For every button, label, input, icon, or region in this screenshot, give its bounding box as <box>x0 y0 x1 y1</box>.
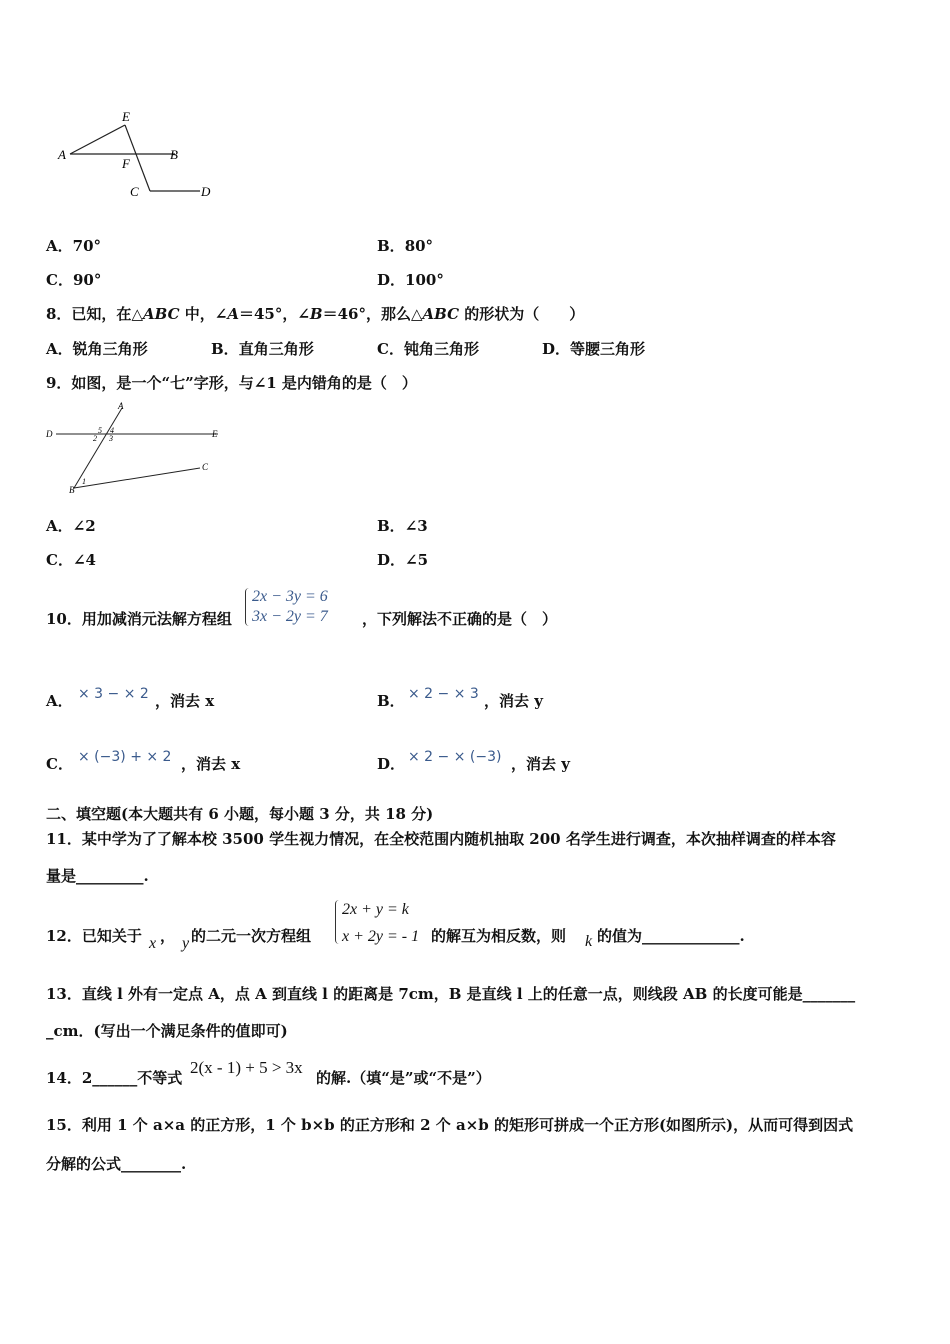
q9-option-b: B．∠3 <box>377 517 428 535</box>
q15-line2: 分解的公式________. <box>46 1155 187 1173</box>
q8-stem: 8．已知，在△ABC 中，∠A＝45°，∠B＝46°，那么△ABC 的形状为（ ） <box>46 305 585 323</box>
section2-title: 二、填空题(本大题共有 6 小题，每小题 3 分，共 18 分) <box>46 805 434 823</box>
q12-brace <box>335 900 341 944</box>
q15-line1: 15．利用 1 个 a×a 的正方形，1 个 b×b 的正方形和 2 个 a×b 的矩形可拼成一个正方形(如图所示)，从而可得到因式 <box>46 1116 854 1134</box>
q9-option-c: C．∠4 <box>46 551 96 569</box>
q10-option-d: D． <box>377 755 406 773</box>
q10-option-a: A． <box>46 692 73 710</box>
q10-option-d-expr: × 2 − × (−3) <box>408 749 502 765</box>
q10-option-b-text: ，消去 y <box>484 692 543 710</box>
q11-line2: 量是_________. <box>46 867 149 885</box>
label-f: F <box>122 156 130 171</box>
q14-expr: 2(x - 1) + 5 > 3x <box>190 1058 303 1077</box>
q10-option-b: B． <box>377 692 405 710</box>
angle-1: 1 <box>82 477 86 486</box>
label-b: B <box>69 485 75 495</box>
q13-line2: _cm．(写出一个满足条件的值即可) <box>46 1022 288 1040</box>
figure-angle-diagram <box>50 105 225 205</box>
q10-eq2: 3x − 2y = 7 <box>252 608 328 625</box>
q12-var-x: x <box>149 935 157 952</box>
q7-option-b: B．80° <box>377 237 434 255</box>
label-a: A <box>118 401 124 411</box>
q14-stem-b: 的解.（填“是”或“不是”） <box>316 1069 491 1087</box>
q8-option-c: C．钝角三角形 <box>377 340 479 358</box>
q10-option-a-expr: × 3 − × 2 <box>78 686 149 702</box>
q10-brace <box>245 588 251 626</box>
q10-option-c-expr: × (−3) + × 2 <box>78 749 172 765</box>
angle-2: 2 <box>93 434 97 443</box>
label-d: D <box>46 429 53 439</box>
label-e: E <box>122 109 130 124</box>
q8-option-d: D．等腰三角形 <box>542 340 646 358</box>
line-ae <box>70 125 125 154</box>
q8-option-b: B．直角三角形 <box>211 340 314 358</box>
q14-stem-a: 14．2______不等式 <box>46 1069 183 1087</box>
q9-option-d: D．∠5 <box>377 551 429 569</box>
q10-stem-b: ，下列解法不正确的是（ ） <box>362 610 558 628</box>
q9-option-a: A．∠2 <box>46 517 96 535</box>
q8-option-a: A．锐角三角形 <box>46 340 148 358</box>
q13-line1: 13．直线 l 外有一定点 A，点 A 到直线 l 的距离是 7cm，B 是直线 l 上的任意一点，则线段 AB 的长度可能是_______ <box>46 985 856 1003</box>
label-b: B <box>170 147 178 162</box>
q12-comma: ， <box>160 927 176 945</box>
q12-stem-a: 12．已知关于 <box>46 927 142 945</box>
q7-option-a: A．70° <box>46 237 102 255</box>
figure-seven-shape <box>42 400 232 496</box>
angle-3: 3 <box>109 434 113 443</box>
q10-stem-a: 10．用加减消元法解方程组 <box>46 610 232 628</box>
label-d: D <box>201 184 211 199</box>
q10-eq1: 2x − 3y = 6 <box>252 588 328 605</box>
q7-option-c: C．90° <box>46 271 102 289</box>
q12-stem-c: 的解互为相反数，则 <box>431 927 567 945</box>
q12-eq1: 2x + y = k <box>342 901 409 918</box>
q12-stem-b: 的二元一次方程组 <box>191 927 312 945</box>
q12-stem-d: 的值为_____________. <box>597 927 745 945</box>
q12-var-y: y <box>182 935 190 952</box>
q9-stem: 9．如图，是一个“七”字形，与∠1 是内错角的是（ ） <box>46 374 417 392</box>
q10-option-c: C． <box>46 755 73 773</box>
angle-4: 4 <box>110 426 114 435</box>
line-ab <box>74 408 122 488</box>
label-a: A <box>58 147 66 162</box>
q10-option-a-text: ，消去 x <box>155 692 215 710</box>
q11-line1: 11．某中学为了了解本校 3500 学生视力情况，在全校范围内随机抽取 200 名学生进行调查，本次抽样调查的样本容 <box>46 830 836 848</box>
q10-option-b-expr: × 2 − × 3 <box>408 686 479 702</box>
line-bc <box>74 468 200 488</box>
label-e: E <box>212 429 218 439</box>
label-c: C <box>130 184 139 199</box>
q10-option-d-text: ，消去 y <box>511 755 570 773</box>
angle-5: 5 <box>98 426 102 435</box>
q12-var-k: k <box>585 933 593 950</box>
q10-option-c-text: ，消去 x <box>181 755 241 773</box>
label-c: C <box>202 462 209 472</box>
q7-option-d: D．100° <box>377 271 444 289</box>
q12-eq2: x + 2y = - 1 <box>342 928 420 945</box>
